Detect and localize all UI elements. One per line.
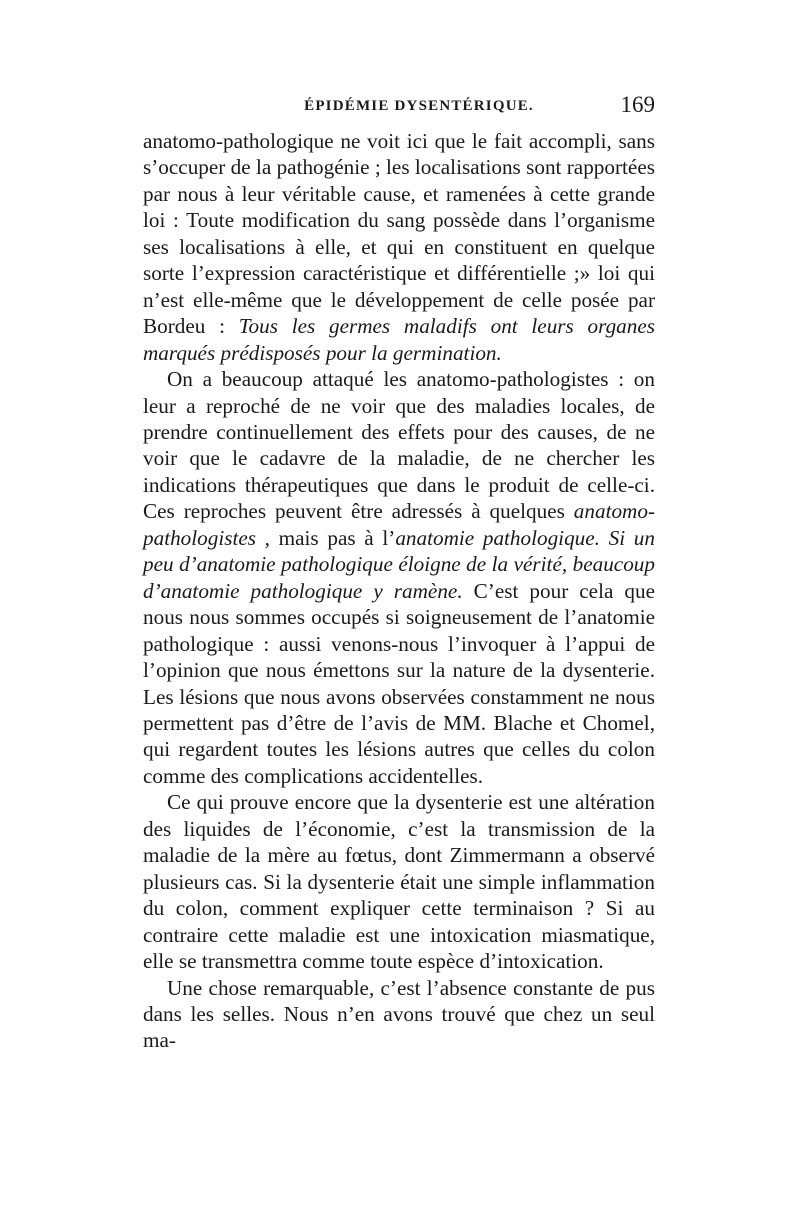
paragraph-2-text-middle: mais pas à l’: [269, 525, 396, 550]
paragraph-2-italic-2: anatomie pathologique. Si un peu d’anatomie pathologique éloigne de la vérité, beaucoup d’anatomie pathologique y ramène.: [143, 525, 655, 603]
paragraph-1-text: anatomo-pathologique ne voit ici que le fait accompli, sans s’occuper de la pathogénie ; les localisations sont rapportées par nous à leur véritable cause, et ramenées à cette grande loi : Toute modification du sang possède dans l’organisme ses localisations à elle, et qui en constituent en quelque sorte l’expression caractéristique et différentielle ;» loi qui n’est elle-même que le développement de celle posée par Bordeu :: [143, 129, 655, 339]
paragraph-2-text-end: C’est pour cela que nous nous sommes occupés si soigneusement de l’anatomie pathologique : aussi venons-nous l’invoquer à l’appui de l’opinion que nous émettons sur la nature de la dysenterie. Les lésions que nous avons observées constamment ne nous permettent pas d’être de l’avis de MM. Blache et Chomel, qui regardent toutes les lésions autres que celles du colon comme des complications accidentelles.: [143, 578, 655, 788]
paragraph-4: Une chose remarquable, c’est l’absence constante de pus dans les selles. Nous n’en avons trouvé que chez un seul ma-: [143, 975, 655, 1053]
running-head: [143, 92, 655, 122]
paragraph-2-text-start: On a beaucoup attaqué les anatomo-pathologistes : on leur a reproché de ne voir que des maladies locales, de prendre continuellement des effets pour des causes, de ne voir que le cadavre de la maladie, de ne chercher les indications thérapeutiques que dans le produit de celle-ci. Ces reproches peuvent être adressés à quelques: [143, 367, 655, 524]
running-title: ÉPIDÉMIE DYSENTÉRIQUE.: [304, 98, 534, 114]
page-number: 169: [620, 92, 655, 117]
paragraph-1: [143, 128, 655, 366]
body-text: [143, 128, 655, 1054]
paragraph-2-italic-1: anatomo-pathologistes ,: [143, 499, 655, 550]
paragraph-3: Ce qui prouve encore que la dysenterie est une altération des liquides de l’économie, c’est la transmission de la maladie de la mère au fœtus, dont Zimmermann a observé plusieurs cas. Si la dysenterie était une simple inflammation du colon, comment expliquer cette terminaison ? Si au contraire cette maladie est une intoxication miasmatique, elle se transmettra comme toute espèce d’intoxication.: [143, 790, 655, 974]
paragraph-1-italic-quote: Tous les germes maladifs ont leurs organes marqués prédisposés pour la germination.: [143, 314, 655, 365]
paragraph-2: [143, 366, 655, 789]
